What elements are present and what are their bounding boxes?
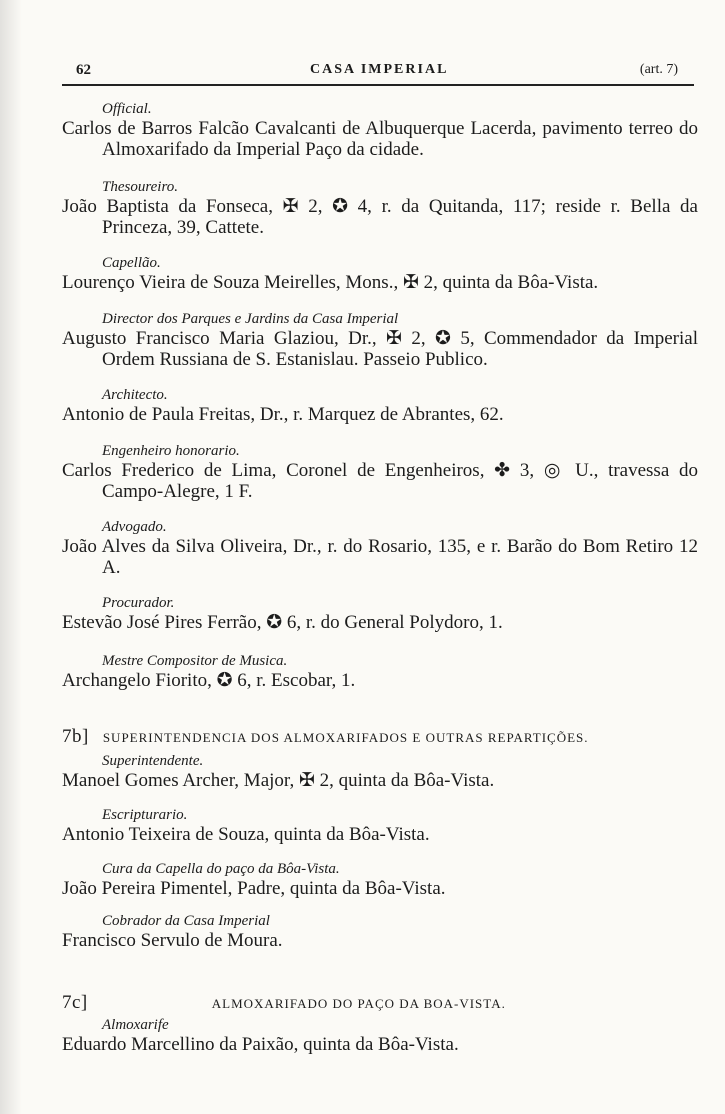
entry-mestre-compositor [62,652,698,691]
entry-official [62,100,698,160]
entry-role: Engenheiro honorario. [102,443,240,459]
entry-thesoureiro [62,178,698,238]
entry-text: Estevão José Pires Ferrão, ✪ 6, r. do General Polydoro, 1. [62,612,503,633]
section-heading-7c [62,992,698,1014]
running-head [62,56,682,82]
article-reference: (art. 7) [639,62,678,77]
scan-edge-shadow [0,0,22,1114]
entry-text: João Alves da Silva Oliveira, Dr., r. do Rosario, 135, e r. Barão do Bom Retiro 12 A. [62,536,698,578]
entry-capellao [62,254,698,293]
entry-role: Mestre Compositor de Musica. [102,653,288,669]
entry-text: Antonio de Paula Freitas, Dr., r. Marquez de Abrantes, 62. [62,404,504,425]
entry-text: Francisco Servulo de Moura. [62,930,283,951]
entry-text: Eduardo Marcellino da Paixão, quinta da Bôa-Vista. [62,1034,459,1055]
entry-role: Architecto. [102,387,168,403]
entry-role: Cobrador da Casa Imperial [102,913,270,929]
entry-text: Manoel Gomes Archer, Major, ✠ 2, quinta da Bôa-Vista. [62,770,495,791]
page-title: CASA IMPERIAL [310,62,449,77]
section-title: SUPERINTENDENCIA DOS ALMOXARIFADOS E OUTRAS REPARTIÇÕES. [102,730,589,745]
entry-text: Augusto Francisco Maria Glaziou, Dr., ✠ 2, ✪ 5, Commendador da Imperial Ordem Russiana de S. Estanislau. Passeio Publico. [62,328,698,370]
entry-almoxarife [62,1016,698,1055]
entry-role: Escripturario. [102,807,188,823]
entry-role: Cura da Capella do paço da Bôa-Vista. [102,861,340,877]
entry-procurador [62,594,698,633]
entry-text: Antonio Teixeira de Souza, quinta da Bôa-Vista. [62,824,430,845]
entry-superintendente [62,752,698,791]
entry-role: Official. [102,101,152,117]
entry-text: João Baptista da Fonseca, ✠ 2, ✪ 4, r. da Quitanda, 117; reside r. Bella da Princeza, 39, Cattete. [62,196,698,238]
entry-role: Superintendente. [102,753,204,769]
section-number: 7c] [62,992,88,1013]
entry-engenheiro [62,442,698,502]
section-title: ALMOXARIFADO DO PAÇO DA BOA-VISTA. [211,996,506,1011]
entry-cura-capella [62,860,698,899]
entry-role: Director dos Parques e Jardins da Casa Imperial [102,311,399,327]
entry-text: Carlos de Barros Falcão Cavalcanti de Albuquerque Lacerda, pavimento terreo do Almoxarifado da Imperial Paço da cidade. [62,118,698,160]
entry-director-parques [62,310,698,370]
page-number: 62 [76,62,91,78]
entry-role: Advogado. [102,519,167,535]
entry-cobrador [62,912,698,951]
entry-role: Thesoureiro. [102,179,178,195]
section-number: 7b] [62,726,89,747]
entry-role: Procurador. [102,595,175,611]
entry-role: Almoxarife [102,1017,169,1033]
section-heading-7b [62,726,698,748]
entry-architecto [62,386,698,425]
entry-advogado [62,518,698,578]
entry-role: Capellão. [102,255,161,271]
entry-text: Archangelo Fiorito, ✪ 6, r. Escobar, 1. [62,670,356,691]
entry-escripturario [62,806,698,845]
header-rule [62,84,694,86]
entry-text: Lourenço Vieira de Souza Meirelles, Mons., ✠ 2, quinta da Bôa-Vista. [62,272,599,293]
entry-text: João Pereira Pimentel, Padre, quinta da Bôa-Vista. [62,878,446,899]
entry-text: Carlos Frederico de Lima, Coronel de Engenheiros, ✤ 3, ◎ U., travessa do Campo-Alegre, 1 F. [62,460,698,502]
